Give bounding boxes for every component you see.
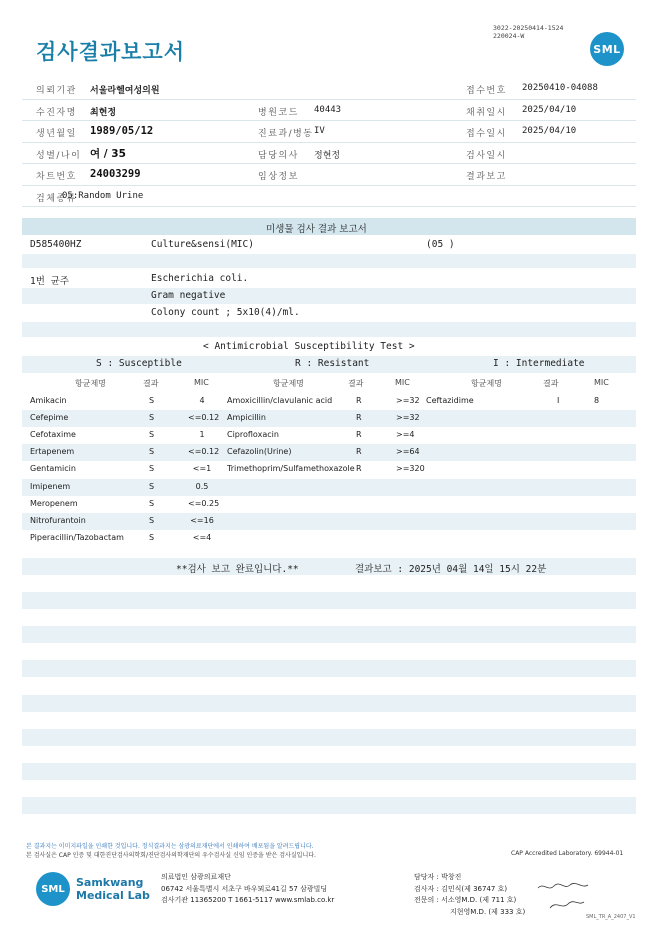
ast-result: S [149,430,155,440]
specialist-line-2: 지현영M.D. (제 333 호) [450,907,526,916]
brand-line-1: Samkwang [76,876,144,889]
ast-row-stripe [22,479,636,496]
empty-row-stripe [22,660,636,677]
ward-code-value: 40443 [314,104,342,115]
ast-drug-name: Ertapenem [30,447,75,457]
clinical-label: 임상정보 [258,172,299,182]
ast-result: R [356,430,362,440]
ast-drug-name: Amikacin [30,396,67,405]
document-code-line1: 3022-20250414-1524 [493,24,564,32]
col-drug-header: 항균제명 [75,379,106,388]
ast-drug-name: Amoxicillin/clavulanic acid [227,396,333,405]
gram-stain: Gram negative [151,290,226,301]
organism-name: Escherichia coli. [151,273,249,284]
ast-mic: <=1 [192,464,212,474]
ast-title: < Antimicrobial Susceptibility Test > [203,341,415,352]
legend-susceptible: S : Susceptible [96,358,182,369]
hospital-label: 의뢰기관 [36,86,77,96]
org-info [161,872,334,907]
receive-date-value: 2025/04/10 [522,126,577,136]
ast-mic: >=64 [396,447,420,457]
ast-result: S [149,396,155,405]
chart-no-value: 24003299 [90,167,141,180]
org-name: 의료법인 삼광의료재단 [161,873,231,881]
ast-drug-name: Ampicillin [227,413,266,423]
receipt-no-label: 접수번호 [466,86,507,96]
specimen-value: 05:Random Urine [62,190,144,201]
collect-date-value: 2025/04/10 [522,104,577,115]
ast-result: S [149,515,155,525]
handler-line: 담당자 : 박창진 [414,873,462,881]
footer-note-2: 본 검사실은 CAP 인증 및 대한진단검사의학회/진단검사의학재단의 우수검사실 신임 인증을 받은 검사실입니다. [26,852,316,859]
form-code: SML_TR_A_2407_V1 [586,914,636,920]
col-result-header: 결과 [348,379,364,388]
info-row [22,121,636,143]
brand-line-2: Medical Lab [76,889,150,902]
micro-section-title: 미생물 검사 결과 보고서 [266,224,367,235]
ast-mic: >=32 [396,396,420,405]
ast-drug-name: Ceftazidime [426,396,474,405]
ast-row-stripe [22,444,636,461]
cap-accreditation: CAP Accredited Laboratory. 69944-01 [511,850,624,857]
ast-mic: <=16 [190,515,214,525]
specialist-line-1: 전문의 : 서소영M.D. (제 711 호) [414,896,517,904]
empty-row-stripe [22,797,636,814]
ast-drug-name: Meropenem [30,498,78,508]
stripe-band [22,322,636,337]
organism-label: 1번 균주 [30,276,69,287]
hospital-value: 서울라헬여성의원 [90,86,160,96]
org-address: 06742 서울특별시 서초구 바우뫼로41길 57 삼광빌딩 [161,884,328,893]
ast-drug-name: Cefazolin(Urine) [227,447,292,457]
ast-mic: 1 [199,430,205,440]
collect-date-label: 채취일시 [466,107,507,118]
ast-drug-name: Nitrofurantoin [30,515,86,525]
ast-drug-name: Ciprofloxacin [227,430,279,440]
ast-result: S [149,532,155,542]
receive-date-label: 접수일시 [466,129,507,139]
ast-row-stripe [22,410,636,427]
empty-row-stripe [22,592,636,609]
col-result-header: 결과 [543,379,559,388]
patient-info-table [22,78,636,207]
name-value: 최현정 [90,107,117,118]
ward-code-label: 병원코드 [258,107,299,118]
specimen-label: 검체종류 [36,193,77,204]
ast-mic: <=0.12 [188,447,220,457]
ast-drug-name: Piperacillin/Tazobactam [30,532,124,542]
col-mic-header: MIC [395,378,410,387]
empty-row-stripe [22,695,636,712]
doctor-value: 정현정 [314,150,341,161]
info-row [22,143,636,165]
ast-mic: 0.5 [195,481,209,491]
ast-mic: >=4 [396,430,415,440]
info-row [22,164,636,186]
empty-row-stripe [22,626,636,643]
document-code [493,24,563,40]
ast-drug-name: Imipenem [30,481,71,491]
tester-line: 검사자 : 김민식(제 36747 호) [414,884,508,893]
empty-row-stripe [22,763,636,780]
legend-resistant: R : Resistant [295,358,370,369]
document-code-line2: 220024-W [493,32,525,40]
birth-label: 생년월일 [36,129,77,139]
ast-result: R [356,413,362,423]
ast-mic: 8 [594,396,600,405]
info-row [22,100,636,122]
ast-result: S [149,464,155,474]
stripe-band [22,254,636,268]
test-date-label: 검사일시 [466,150,507,161]
doctor-label: 담당의사 [258,150,299,161]
sml-logo: SML [590,32,624,66]
legend-intermediate: I : Intermediate [493,358,585,369]
ast-result: R [356,447,362,457]
ast-mic: <=0.25 [188,498,220,508]
report-time: 결과보고 : 2025년 04월 14일 15시 22분 [355,564,547,575]
result-report-label: 결과보고 [466,172,507,182]
sex-age-value: 여 / 35 [90,148,126,160]
footer-note-1: 본 결과지는 이미지파일을 인쇄한 것입니다. 정식결과지는 삼광의료재단에서 인쇄하여 배포됨을 알려드립니다. [26,843,314,850]
chart-no-label: 차트번호 [36,172,77,182]
empty-row-stripe [22,729,636,746]
ast-drug-name: Gentamicin [30,464,76,474]
completion-message: **검사 보고 완료입니다.** [176,564,299,575]
test-code: D585400HZ [30,239,82,250]
stripe-band [22,288,636,304]
col-mic-header: MIC [594,378,609,387]
ast-row-stripe [22,513,636,530]
test-suffix: (05 ) [426,239,455,250]
name-label: 수진자명 [36,107,77,118]
org-contact: 검사기관 11365200 T 1661-5117 www.smlab.co.kr [161,896,335,904]
ast-result: I [557,396,560,405]
signatories [414,872,525,918]
ast-result: R [356,396,362,405]
col-drug-header: 항균제명 [273,379,304,388]
col-result-header: 결과 [143,379,159,388]
ast-result: S [149,498,155,508]
ast-drug-name: Cefotaxime [30,430,76,440]
info-row [22,186,636,208]
dept-value: IV [314,126,325,136]
ast-result: R [356,464,362,474]
sml-bottom-logo: SML [36,872,70,906]
test-name: Culture&sensi(MIC) [151,239,254,250]
col-drug-header: 항균제명 [471,379,502,388]
ast-mic: >=320 [396,464,425,474]
ast-result: S [149,413,155,423]
birth-value: 1989/05/12 [90,124,154,137]
report-title: 검사결과보고서 [36,40,186,64]
ast-mic: >=32 [396,413,420,423]
ast-mic: <=0.12 [188,413,220,423]
col-mic-header: MIC [194,378,209,387]
ast-drug-name: Trimethoprim/Sulfamethoxazole [227,464,355,474]
ast-result: S [149,447,155,457]
dept-label: 진료과/병동 [258,129,314,139]
colony-count: Colony count ; 5x10(4)/ml. [151,307,300,318]
signature-icon [534,880,594,914]
brand-name [76,876,150,902]
ast-mic: <=4 [192,532,212,542]
sex-age-label: 성별/나이 [36,150,82,161]
ast-result: S [149,481,155,491]
ast-mic: 4 [199,396,205,405]
receipt-no-value: 20250410-04088 [522,83,598,93]
ast-drug-name: Cefepime [30,413,69,423]
info-row [22,78,636,100]
